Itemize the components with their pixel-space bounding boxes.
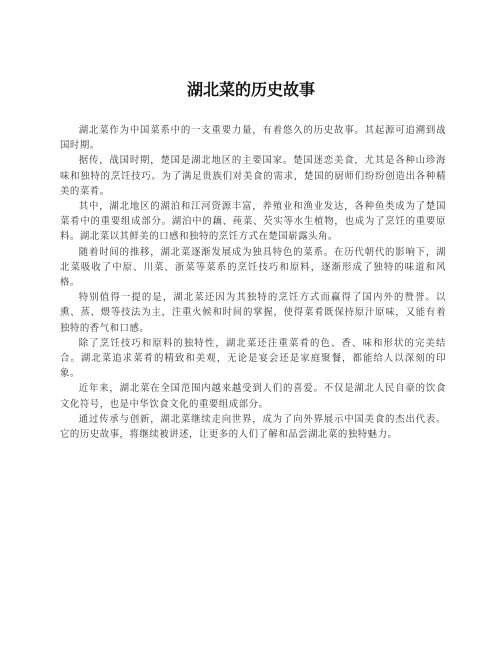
paragraph-lakes-rivers: 其中，湖北地区的湖泊和江河资源丰富，养殖业和渔业发达，各种鱼类成为了楚国菜肴中的重要组成部分。湖泊中的藕、莼菜、芡实等水生植物，也成为了烹饪的重要原料。湖北菜以其鲜美的口感和独特的烹饪方式在楚国崭露头角。 <box>60 201 446 243</box>
paragraph-development: 随着时间的推移，湖北菜逐渐发展成为独具特色的菜系。在历代朝代的影响下，湖北菜吸收了中原、川菜、浙菜等菜系的烹饪技巧和原料，逐渐形成了独特的味道和风格。 <box>60 246 446 289</box>
paragraph-recent-years: 近年来，湖北菜在全国范围内越来越受到人们的喜爱。不仅是湖北人民自豪的饮食文化符号，也是中华饮食文化的重要组成部分。 <box>60 383 446 410</box>
paragraph-inheritance: 通过传承与创新，湖北菜继续走向世界，成为了向外界展示中国美食的杰出代表。它的历史故事，将继续被讲述，让更多的人们了解和品尝湖北菜的独特魅力。 <box>60 413 446 441</box>
paragraph-origin: 湖北菜作为中国菜系中的一支重要力量，有着悠久的历史故事。其起源可追溯到战国时期。 <box>60 125 446 152</box>
paragraph-cooking-methods: 特别值得一提的是，湖北菜还因为其独特的烹饪方式而赢得了国内外的赞誉。以熏、蒸、煨等技法为主，注重火候和时间的掌握，使得菜肴既保持原汁原味，又能有着独特的香气和口感。 <box>60 292 446 334</box>
document-body <box>60 123 446 442</box>
document-title: 湖北菜的历史故事 <box>186 80 315 99</box>
paragraph-color-aroma-taste: 除了烹饪技巧和原料的独特性，湖北菜还注重菜肴的色、香、味和形状的完美结合。湖北菜追求菜肴的精致和美观，无论是宴会还是家庭聚餐，都能给人以深刻的印象。 <box>60 337 446 380</box>
paragraph-warring-states: 据传，战国时期，楚国是湖北地区的主要国家。楚国迷恋美食，尤其是各种山珍海味和独特的烹饪技巧。为了满足贵族们对美食的需求，楚国的厨师们纷纷创造出各种精美的菜肴。 <box>60 155 446 197</box>
